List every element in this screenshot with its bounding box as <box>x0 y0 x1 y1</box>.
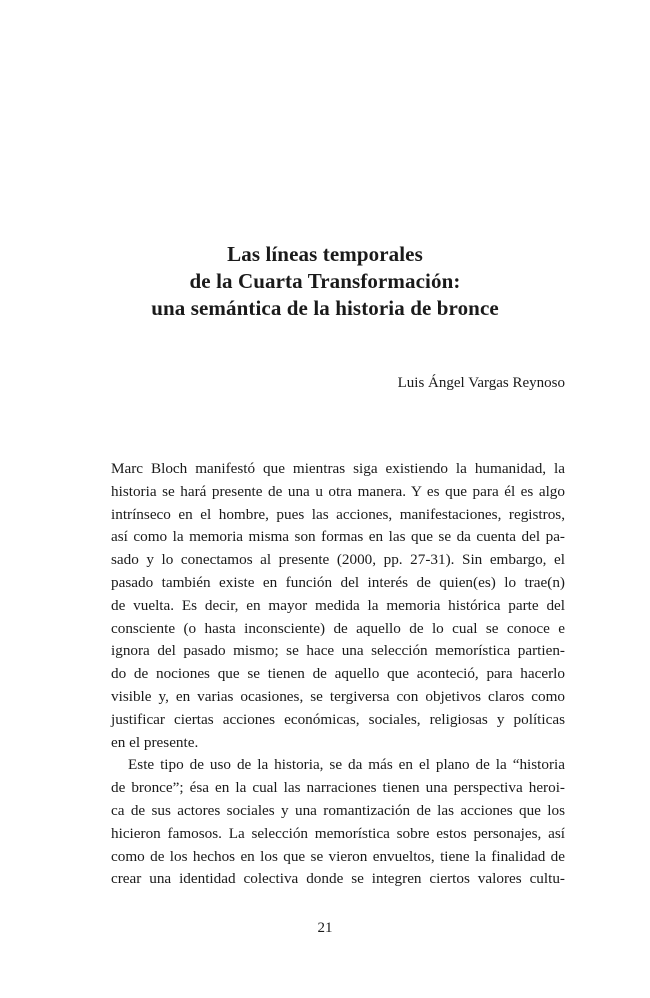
paragraph-line: visible y, en varias ocasiones, se tergiversa con objetivos claros como <box>111 687 565 705</box>
chapter-title-line: de la Cuarta Transformación: <box>189 269 461 293</box>
paragraph-line: Este tipo de uso de la historia, se da más en el plano de la “historia <box>128 756 565 774</box>
paragraph-line: en el presente. <box>111 733 199 751</box>
paragraph-line: do de nociones que se tienen de aquello que aconteció, para hacerlo <box>111 665 565 683</box>
paragraph-line: hicieron famosos. La selección memorística sobre estos personajes, así <box>111 824 565 842</box>
paragraph-line: Marc Bloch manifestó que mientras siga existiendo la humanidad, la <box>111 460 565 477</box>
body-text <box>111 458 565 891</box>
paragraph-line: de bronce”; ésa en la cual las narraciones tienen una perspectiva heroi- <box>111 779 565 797</box>
paragraph-line: justificar ciertas acciones económicas, sociales, religiosas y políticas <box>111 710 565 728</box>
paragraph-line: pasado también existe en función del interés de quien(es) lo trae(n) <box>111 573 565 591</box>
chapter-title-line: Las líneas temporales <box>227 242 423 266</box>
paragraph-line: ca de sus actores sociales y una romantización de las acciones que los <box>111 801 565 819</box>
paragraph-line: como de los hechos en los que se vieron envueltos, tiene la finalidad de <box>111 847 565 865</box>
paragraph-line: consciente (o hasta inconsciente) de aquello de lo cual se conoce e <box>111 619 565 637</box>
paragraph-line: ignora del pasado mismo; se hace una selección memorística partien- <box>111 642 565 660</box>
paragraph-line: sado y lo conectamos al presente (2000, pp. 27-31). Sin embargo, el <box>111 551 565 569</box>
chapter-title-line: una semántica de la historia de bronce <box>151 296 499 320</box>
paragraph-line: así como la memoria misma son formas en las que se da cuenta del pa- <box>111 528 565 546</box>
paragraph-line: crear una identidad colectiva donde se integren ciertos valores cultu- <box>111 870 565 888</box>
chapter-title <box>0 241 650 322</box>
paragraph-line: intrínseco en el hombre, pues las acciones, manifestaciones, registros, <box>111 505 565 523</box>
paragraph-line: de vuelta. Es decir, en mayor medida la memoria histórica parte del <box>111 596 565 614</box>
paragraph-line: historia se hará presente de una u otra manera. Y es que para él es algo <box>111 482 565 500</box>
author-name: Luis Ángel Vargas Reynoso <box>397 375 565 391</box>
page-number: 21 <box>317 920 333 936</box>
